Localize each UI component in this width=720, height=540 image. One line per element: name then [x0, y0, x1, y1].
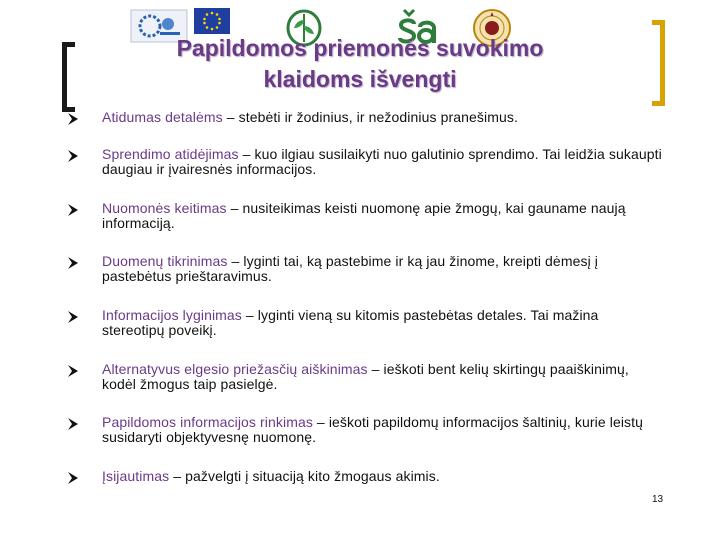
arrow-bullet-icon	[66, 203, 80, 217]
arrow-bullet-icon	[66, 310, 80, 324]
page-number: 13	[652, 494, 664, 505]
bullet-description: kuo ilgiau susilaikyti nuo galutinio sprendimo. Tai leidžia sukaupti daugiau ir įvairesnės informacijos.	[102, 146, 662, 177]
bullet-description: ieškoti bent kelių skirtingų paaiškinimų, kodėl žmogus taip pasielgė.	[102, 361, 629, 392]
bullet-description: nusiteikimas keisti nuomonę apie žmogų, kai gauname naują informaciją.	[102, 200, 626, 231]
bullet-term: Sprendimo atidėjimas	[102, 146, 239, 162]
bullet-separator: –	[238, 146, 255, 162]
bullet-term: Nuomonės keitimas	[102, 200, 227, 216]
arrow-bullet-icon	[66, 112, 80, 126]
bullet-separator: –	[312, 414, 329, 430]
bullet-description: lyginti tai, ką pastebime ir ką jau žinome, kreipti dėmesį į pastebėtus prieštaravimus.	[102, 253, 598, 284]
bullet-separator: –	[169, 468, 186, 484]
slide-title-line-2: klaidoms išvengti	[263, 66, 457, 92]
arrow-bullet-icon	[66, 149, 80, 163]
bullet-separator: –	[241, 307, 258, 323]
bullet-term: Duomenų tikrinimas	[102, 253, 228, 269]
arrow-bullet-icon	[66, 471, 80, 485]
bullet-separator: –	[226, 200, 243, 216]
arrow-bullet-icon	[66, 256, 80, 270]
bullet-separator: –	[367, 361, 384, 377]
bullet-term: Papildomos informacijos rinkimas	[102, 414, 313, 430]
bullet-separator: –	[227, 253, 244, 269]
bullet-description: stebėti ir žodinius, ir nežodinius pranešimus.	[238, 109, 518, 125]
bullet-term: Alternatyvus elgesio priežasčių aiškinimas	[102, 361, 368, 377]
bullet-term: Atidumas detalėms	[102, 109, 223, 125]
arrow-bullet-icon	[66, 417, 80, 431]
bullet-separator: –	[222, 109, 239, 125]
bullet-term: Informacijos lyginimas	[102, 307, 242, 323]
arrow-bullet-icon	[66, 364, 80, 378]
slide-title-line-1: Papildomos priemonės suvokimo	[176, 35, 544, 61]
bullet-description: pažvelgti į situaciją kito žmogaus akimis.	[185, 468, 440, 484]
bullet-term: Įsijautimas	[102, 468, 170, 484]
bullet-description: lyginti vieną su kitomis pastebėtas detales. Tai mažina stereotipų poveikį.	[102, 307, 599, 338]
bullet-description: ieškoti papildomų informacijos šaltinių, kurie leistų susidaryti objektyvesnę nuomonę.	[102, 414, 644, 445]
